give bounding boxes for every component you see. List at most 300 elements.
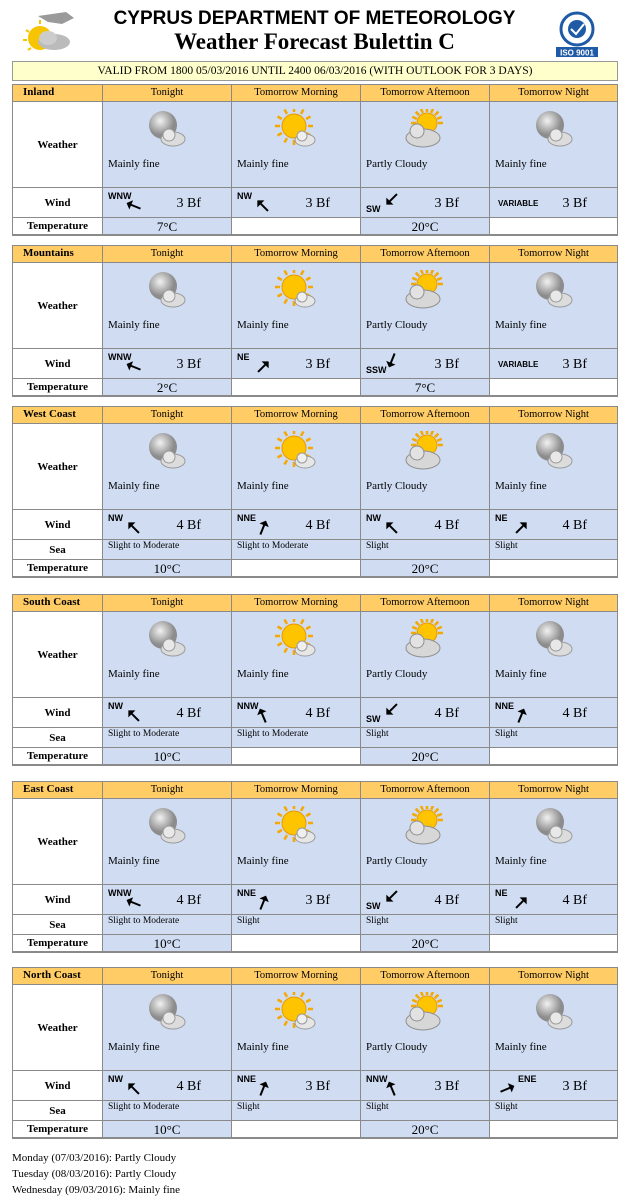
weather-description: Mainly fine xyxy=(237,319,289,331)
temperature-row xyxy=(13,560,617,577)
wind-cell xyxy=(361,698,490,728)
temperature-value: 10°C xyxy=(103,560,232,577)
period-header: Tomorrow Night xyxy=(490,595,617,612)
weather-label: Weather xyxy=(13,612,103,698)
region-name: North Coast xyxy=(13,968,103,985)
temperature-value: 20°C xyxy=(361,935,490,952)
weather-row xyxy=(13,102,617,188)
sea-cell xyxy=(103,1101,232,1121)
weather-cell xyxy=(490,102,617,188)
sea-state: Slight xyxy=(495,729,518,739)
wind-cell xyxy=(232,349,361,379)
wind-arrow-icon xyxy=(383,190,401,208)
beaufort-value: 3 Bf xyxy=(562,1079,587,1094)
period-header: Tomorrow Morning xyxy=(232,968,361,985)
department-title: CYPRUS DEPARTMENT OF METEOROLOGY xyxy=(113,8,516,29)
wind-direction: NNE xyxy=(237,513,257,523)
region-table xyxy=(12,406,618,578)
temperature-value: 20°C xyxy=(361,748,490,765)
period-header: Tonight xyxy=(103,968,232,985)
region-name: Mountains xyxy=(13,246,103,263)
sea-cell xyxy=(361,540,490,560)
temperature-label: Temperature xyxy=(13,560,103,577)
weather-cell xyxy=(232,612,361,698)
weather-label: Weather xyxy=(13,985,103,1071)
temperature-label: Temperature xyxy=(13,748,103,765)
wind-arrow-icon xyxy=(383,887,401,905)
empty-temperature-cell xyxy=(232,379,361,396)
region-name: East Coast xyxy=(13,782,103,799)
sea-state: Slight to Moderate xyxy=(237,541,309,551)
moon-cloud-icon xyxy=(532,806,576,846)
weather-row xyxy=(13,263,617,349)
temperature-label: Temperature xyxy=(13,1121,103,1138)
sea-cell xyxy=(232,540,361,560)
sea-cell xyxy=(232,915,361,935)
weather-description: Mainly fine xyxy=(495,668,547,680)
wind-direction: NE xyxy=(495,513,508,523)
beaufort-value: 3 Bf xyxy=(562,196,587,211)
beaufort-value: 3 Bf xyxy=(305,357,330,372)
sea-state: Slight xyxy=(366,729,389,739)
weather-row xyxy=(13,424,617,510)
sea-cell xyxy=(103,728,232,748)
beaufort-value: 4 Bf xyxy=(434,518,459,533)
wind-direction: NW xyxy=(237,191,252,201)
partly-cloudy-icon xyxy=(403,431,447,471)
weather-cell xyxy=(232,799,361,885)
empty-temperature-cell xyxy=(490,560,617,577)
moon-cloud-icon xyxy=(532,619,576,659)
wind-direction: ENE xyxy=(518,1074,537,1084)
sun-cloud-icon xyxy=(274,806,318,846)
header-row xyxy=(13,85,617,102)
sea-state: Slight xyxy=(366,1102,389,1112)
period-header: Tomorrow Night xyxy=(490,782,617,799)
beaufort-value: 3 Bf xyxy=(434,196,459,211)
weather-description: Partly Cloudy xyxy=(366,158,428,170)
sea-state: Slight to Moderate xyxy=(108,541,180,551)
weather-description: Mainly fine xyxy=(237,158,289,170)
wind-cell xyxy=(103,698,232,728)
wind-cell xyxy=(103,510,232,540)
wind-cell xyxy=(361,1071,490,1101)
wind-direction: NNE xyxy=(237,888,257,898)
temperature-value: 20°C xyxy=(361,218,490,235)
wind-arrow-icon xyxy=(254,519,272,537)
empty-temperature-cell xyxy=(232,935,361,952)
header-row xyxy=(13,968,617,985)
weather-description: Mainly fine xyxy=(108,480,160,492)
weather-label: Weather xyxy=(13,102,103,188)
wind-row xyxy=(13,885,617,915)
moon-cloud-icon xyxy=(145,619,189,659)
wind-cell xyxy=(361,188,490,218)
beaufort-value: 4 Bf xyxy=(562,518,587,533)
weather-description: Mainly fine xyxy=(108,1041,160,1053)
empty-temperature-cell xyxy=(490,1121,617,1138)
weather-description: Mainly fine xyxy=(237,1041,289,1053)
weather-description: Partly Cloudy xyxy=(366,855,428,867)
wind-row xyxy=(13,1071,617,1101)
wind-cell xyxy=(103,885,232,915)
wind-cell xyxy=(103,349,232,379)
period-header: Tomorrow Night xyxy=(490,85,617,102)
wind-direction: NNE xyxy=(495,701,515,711)
sun-cloud-icon xyxy=(274,619,318,659)
weather-cell xyxy=(490,612,617,698)
wind-cell xyxy=(103,188,232,218)
region-name: Inland xyxy=(13,85,103,102)
sea-cell xyxy=(103,540,232,560)
wind-cell xyxy=(361,510,490,540)
temperature-row xyxy=(13,1121,617,1138)
beaufort-value: 4 Bf xyxy=(305,706,330,721)
sea-cell xyxy=(232,1101,361,1121)
wind-direction: NE xyxy=(495,888,508,898)
sun-cloud-icon xyxy=(274,992,318,1032)
wind-row xyxy=(13,349,617,379)
wind-cell xyxy=(232,510,361,540)
wind-cell xyxy=(490,349,617,379)
period-header: Tomorrow Night xyxy=(490,968,617,985)
partly-cloudy-icon xyxy=(403,270,447,310)
weather-cell xyxy=(361,799,490,885)
sea-state: Slight xyxy=(495,1102,518,1112)
wind-direction: SW xyxy=(366,714,381,724)
wind-label: Wind xyxy=(13,349,103,379)
weather-label: Weather xyxy=(13,799,103,885)
temperature-value: 10°C xyxy=(103,748,232,765)
sea-state: Slight to Moderate xyxy=(108,729,180,739)
empty-temperature-cell xyxy=(232,560,361,577)
sea-state: Slight to Moderate xyxy=(108,1102,180,1112)
temperature-row xyxy=(13,218,617,235)
weather-cell xyxy=(232,424,361,510)
period-header: Tomorrow Afternoon xyxy=(361,246,490,263)
temperature-value: 20°C xyxy=(361,1121,490,1138)
weather-description: Mainly fine xyxy=(237,480,289,492)
sea-row xyxy=(13,540,617,560)
beaufort-value: 3 Bf xyxy=(305,893,330,908)
bulletin-title: Weather Forecast Bulettin C xyxy=(174,29,455,54)
wind-label: Wind xyxy=(13,885,103,915)
temperature-label: Temperature xyxy=(13,935,103,952)
outlook-line: Monday (07/03/2016): Partly Cloudy xyxy=(12,1152,177,1164)
weather-description: Mainly fine xyxy=(495,855,547,867)
wind-direction: WNW xyxy=(108,191,132,201)
sun-cloud-icon xyxy=(274,109,318,149)
period-header: Tomorrow Morning xyxy=(232,407,361,424)
sun-cloud-icon xyxy=(274,270,318,310)
weather-cell xyxy=(232,985,361,1071)
temperature-label: Temperature xyxy=(13,379,103,396)
weather-cell xyxy=(490,424,617,510)
beaufort-value: 4 Bf xyxy=(176,518,201,533)
wind-label: Wind xyxy=(13,188,103,218)
wind-arrow-icon xyxy=(383,519,401,537)
sea-cell xyxy=(490,1101,617,1121)
weather-description: Partly Cloudy xyxy=(366,668,428,680)
wind-arrow-icon xyxy=(125,707,143,725)
header-row xyxy=(13,782,617,799)
weather-description: Mainly fine xyxy=(237,668,289,680)
wind-direction: SW xyxy=(366,204,381,214)
beaufort-value: 4 Bf xyxy=(176,1079,201,1094)
wind-cell xyxy=(490,1071,617,1101)
wind-direction: NE xyxy=(237,352,250,362)
period-header: Tomorrow Afternoon xyxy=(361,782,490,799)
partly-cloudy-icon xyxy=(403,992,447,1032)
sea-row xyxy=(13,728,617,748)
sea-state: Slight xyxy=(237,1102,260,1112)
iso-label: ISO 9001 xyxy=(560,48,594,58)
wind-cell xyxy=(232,698,361,728)
sea-state: Slight xyxy=(366,916,389,926)
weather-cell xyxy=(103,799,232,885)
wind-direction: NNE xyxy=(237,1074,257,1084)
weather-description: Mainly fine xyxy=(108,855,160,867)
wind-cell xyxy=(490,188,617,218)
wind-row xyxy=(13,698,617,728)
sea-cell xyxy=(490,915,617,935)
weather-description: Partly Cloudy xyxy=(366,480,428,492)
weather-cell xyxy=(361,612,490,698)
wind-arrow-icon xyxy=(512,707,530,725)
sea-label: Sea xyxy=(13,1101,103,1121)
wind-direction: SSW xyxy=(366,365,387,375)
sea-cell xyxy=(103,915,232,935)
region-table xyxy=(12,245,618,397)
weather-cell xyxy=(103,424,232,510)
wind-arrow-icon xyxy=(254,197,272,215)
wind-label: Wind xyxy=(13,698,103,728)
wind-cell xyxy=(232,188,361,218)
empty-temperature-cell xyxy=(490,748,617,765)
region-table xyxy=(12,781,618,953)
temperature-row xyxy=(13,748,617,765)
moon-cloud-icon xyxy=(532,270,576,310)
wind-direction: NNW xyxy=(237,701,259,711)
weather-row xyxy=(13,799,617,885)
beaufort-value: 4 Bf xyxy=(176,893,201,908)
weather-description: Mainly fine xyxy=(495,319,547,331)
beaufort-value: 3 Bf xyxy=(305,196,330,211)
temperature-value: 10°C xyxy=(103,935,232,952)
beaufort-value: 3 Bf xyxy=(176,196,201,211)
temperature-row xyxy=(13,935,617,952)
wind-arrow-icon xyxy=(383,700,401,718)
wind-direction: NW xyxy=(366,513,381,523)
period-header: Tomorrow Afternoon xyxy=(361,85,490,102)
sea-cell xyxy=(361,915,490,935)
period-header: Tomorrow Morning xyxy=(232,85,361,102)
weather-cell xyxy=(232,263,361,349)
partly-cloudy-icon xyxy=(403,109,447,149)
moon-cloud-icon xyxy=(145,806,189,846)
period-header: Tomorrow Morning xyxy=(232,595,361,612)
beaufort-value: 4 Bf xyxy=(434,706,459,721)
wind-direction: NW xyxy=(108,701,123,711)
moon-cloud-icon xyxy=(532,431,576,471)
moon-cloud-icon xyxy=(532,109,576,149)
wind-direction: VARIABLE xyxy=(498,199,539,208)
temperature-value: 20°C xyxy=(361,560,490,577)
wind-label: Wind xyxy=(13,1071,103,1101)
weather-description: Partly Cloudy xyxy=(366,1041,428,1053)
wind-arrow-icon xyxy=(512,519,530,537)
period-header: Tomorrow Night xyxy=(490,246,617,263)
empty-temperature-cell xyxy=(232,218,361,235)
validity-bar: VALID FROM 1800 05/03/2016 UNTIL 2400 06/03/2016 (WITH OUTLOOK FOR 3 DAYS) xyxy=(12,61,618,81)
wind-cell xyxy=(490,885,617,915)
beaufort-value: 4 Bf xyxy=(562,893,587,908)
empty-temperature-cell xyxy=(490,379,617,396)
weather-description: Mainly fine xyxy=(108,668,160,680)
moon-cloud-icon xyxy=(145,270,189,310)
sea-state: Slight xyxy=(495,916,518,926)
beaufort-value: 3 Bf xyxy=(434,1079,459,1094)
outlook-line: Wednesday (09/03/2016): Mainly fine xyxy=(12,1184,181,1196)
weather-cell xyxy=(361,424,490,510)
weather-cell xyxy=(361,263,490,349)
temperature-value: 7°C xyxy=(361,379,490,396)
moon-cloud-icon xyxy=(145,109,189,149)
weather-description: Mainly fine xyxy=(495,480,547,492)
sea-label: Sea xyxy=(13,540,103,560)
region-table xyxy=(12,967,618,1139)
weather-cell xyxy=(490,985,617,1071)
wind-cell xyxy=(361,349,490,379)
weather-description: Partly Cloudy xyxy=(366,319,428,331)
temperature-value: 2°C xyxy=(103,379,232,396)
header-row xyxy=(13,246,617,263)
beaufort-value: 3 Bf xyxy=(562,357,587,372)
empty-temperature-cell xyxy=(232,1121,361,1138)
temperature-value: 10°C xyxy=(103,1121,232,1138)
weather-cell xyxy=(490,263,617,349)
beaufort-value: 3 Bf xyxy=(176,357,201,372)
beaufort-value: 4 Bf xyxy=(562,706,587,721)
wind-arrow-icon xyxy=(254,1080,272,1098)
weather-cell xyxy=(103,612,232,698)
weather-cell xyxy=(361,102,490,188)
weather-label: Weather xyxy=(13,424,103,510)
weather-cell xyxy=(490,799,617,885)
wind-direction: WNW xyxy=(108,352,132,362)
wind-direction: SW xyxy=(366,901,381,911)
period-header: Tomorrow Morning xyxy=(232,246,361,263)
period-header: Tonight xyxy=(103,595,232,612)
wind-arrow-icon xyxy=(125,1080,143,1098)
wind-cell xyxy=(232,885,361,915)
beaufort-value: 4 Bf xyxy=(305,518,330,533)
weather-description: Mainly fine xyxy=(495,1041,547,1053)
sea-row xyxy=(13,915,617,935)
sea-row xyxy=(13,1101,617,1121)
period-header: Tonight xyxy=(103,782,232,799)
wind-arrow-icon xyxy=(125,519,143,537)
region-table xyxy=(12,594,618,766)
beaufort-value: 3 Bf xyxy=(434,357,459,372)
moon-cloud-icon xyxy=(145,992,189,1032)
sea-state: Slight xyxy=(366,541,389,551)
wind-arrow-icon xyxy=(498,1080,516,1098)
header-row xyxy=(13,407,617,424)
weather-cell xyxy=(103,985,232,1071)
beaufort-value: 4 Bf xyxy=(176,706,201,721)
wind-cell xyxy=(232,1071,361,1101)
beaufort-value: 4 Bf xyxy=(434,893,459,908)
partly-cloudy-icon xyxy=(403,619,447,659)
sea-cell xyxy=(361,728,490,748)
wind-arrow-icon xyxy=(254,894,272,912)
sea-cell xyxy=(490,728,617,748)
outlook-line: Tuesday (08/03/2016): Partly Cloudy xyxy=(12,1168,177,1180)
weather-description: Mainly fine xyxy=(108,319,160,331)
wind-direction: NW xyxy=(108,1074,123,1084)
weather-row xyxy=(13,612,617,698)
wind-arrow-icon xyxy=(512,894,530,912)
header-row xyxy=(13,595,617,612)
region-table xyxy=(12,84,618,236)
wind-cell xyxy=(490,510,617,540)
weather-cell xyxy=(103,263,232,349)
weather-cell xyxy=(232,102,361,188)
period-header: Tonight xyxy=(103,407,232,424)
weather-description: Mainly fine xyxy=(495,158,547,170)
iso-certification-logo-icon xyxy=(554,10,600,58)
partly-cloudy-icon xyxy=(403,806,447,846)
period-header: Tomorrow Morning xyxy=(232,782,361,799)
region-name: South Coast xyxy=(13,595,103,612)
temperature-value: 7°C xyxy=(103,218,232,235)
weather-cell xyxy=(103,102,232,188)
period-header: Tomorrow Afternoon xyxy=(361,595,490,612)
period-header: Tonight xyxy=(103,85,232,102)
empty-temperature-cell xyxy=(490,218,617,235)
region-name: West Coast xyxy=(13,407,103,424)
sea-state: Slight xyxy=(495,541,518,551)
wind-row xyxy=(13,510,617,540)
period-header: Tonight xyxy=(103,246,232,263)
moon-cloud-icon xyxy=(145,431,189,471)
weather-row xyxy=(13,985,617,1071)
sea-label: Sea xyxy=(13,915,103,935)
wind-cell xyxy=(361,885,490,915)
sea-label: Sea xyxy=(13,728,103,748)
weather-description: Mainly fine xyxy=(108,158,160,170)
weather-description: Mainly fine xyxy=(237,855,289,867)
sea-state: Slight to Moderate xyxy=(237,729,309,739)
period-header: Tomorrow Night xyxy=(490,407,617,424)
wind-direction: NW xyxy=(108,513,123,523)
sea-state: Slight to Moderate xyxy=(108,916,180,926)
wind-arrow-icon xyxy=(254,358,272,376)
temperature-row xyxy=(13,379,617,396)
sea-cell xyxy=(232,728,361,748)
period-header: Tomorrow Afternoon xyxy=(361,407,490,424)
page-header xyxy=(0,0,629,60)
temperature-label: Temperature xyxy=(13,218,103,235)
wind-label: Wind xyxy=(13,510,103,540)
wind-cell xyxy=(490,698,617,728)
wind-cell xyxy=(103,1071,232,1101)
sea-state: Slight xyxy=(237,916,260,926)
period-header: Tomorrow Afternoon xyxy=(361,968,490,985)
moon-cloud-icon xyxy=(532,992,576,1032)
beaufort-value: 3 Bf xyxy=(305,1079,330,1094)
